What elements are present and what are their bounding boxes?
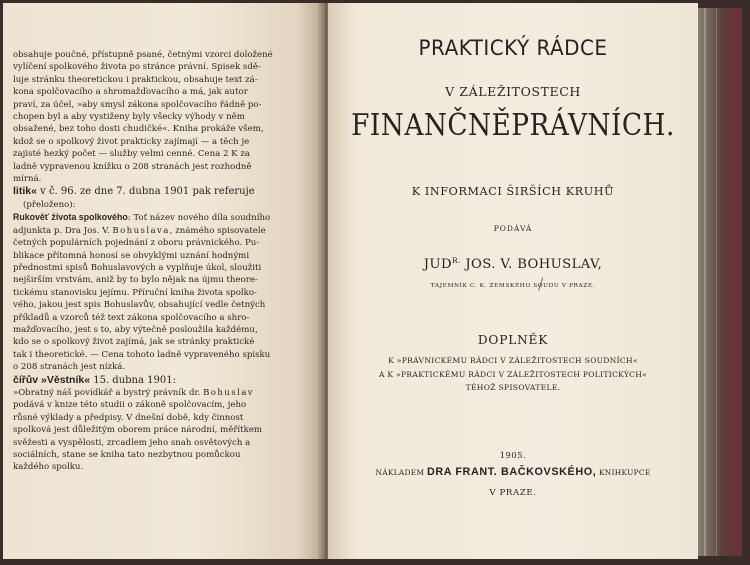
- supplement-ref-line-3: TÉHOŽ SPISOVATELE.: [465, 383, 561, 392]
- supplement-ref-line-1: K »PRÁVNICKÉMU RÁDCI V ZÁLEŽITOSTECH SOUDNÍCH«: [388, 356, 638, 365]
- text-line: zajisté hezký počet — služby velmi cenné. Cena 2 K za: [13, 149, 250, 160]
- publication-city: V PRAZE.: [489, 488, 537, 498]
- text-line: příkladů a vzorců též text zákona spolčovacího a shro-: [13, 312, 250, 323]
- review-paragraph-1: [13, 49, 309, 185]
- text-line: četných populárních pojednání z oboru právnického. Pu-: [13, 238, 260, 249]
- text-line: obsahuje poučné, přístupně psané, četnými vzorci doložené: [13, 50, 273, 60]
- title-line-1: PRAKTICKÝ RÁDCE: [418, 36, 608, 60]
- text-line: obsažené, bez toho dosti chudičké«. Kniha prokáže všem,: [13, 124, 264, 135]
- text-line: spolková jest důležitým oborem práce národní, měřítkem: [13, 425, 263, 436]
- text-line: mažďovacího, jest s to, aby výtečně posloužila každému,: [13, 324, 258, 335]
- text-line: kdo se o spolkový život zajímá, jak se stránky praktické: [13, 337, 255, 348]
- text-line: praví, za účel, »aby smysl zákona spolčovacího řádně po-: [13, 99, 262, 110]
- publication-year: 1905.: [499, 450, 527, 460]
- text-line: luje stránku theoretickou i praktickou, obsahuje text zá-: [13, 74, 258, 85]
- title-line-3: FINANČNĚPRÁVNÍCH.: [351, 108, 675, 143]
- text-line: každého spolku.: [13, 462, 84, 473]
- audience-note: K INFORMACI ŠIRŠÍCH KRUHŮ: [411, 185, 615, 198]
- supplement-ref-line-2: A K »PRAKTICKÉMU RÁDCI V ZÁLEŽITOSTECH POLITICKÝCH«: [378, 370, 648, 379]
- text-line: kdož se o spolkový život prakticky zajímají — a těch je: [13, 136, 250, 147]
- review-paragraph-3-line-1: »Obratný náš povídkář a bystrý právník dr. Bohuslav: [13, 387, 254, 398]
- book-cover-edge: [698, 8, 742, 556]
- text-line: kona spolčovacího a shromažďovacího a má, jak autor: [13, 87, 248, 98]
- publisher-line: NÁKLADEM DRA FRANT. BAČKOVSKÉHO, KNIHKUPCE: [375, 466, 651, 478]
- title-page: [328, 3, 698, 559]
- text-line: sociálních, stane se kniha tato nezbytnou pomůckou: [13, 450, 241, 460]
- text-line: svěžesti a vyspělosti, zrcadlem jeho snah osvětových a: [13, 437, 251, 448]
- translation-note: (přeloženo):: [23, 199, 76, 210]
- text-line: blikace přítomná honosí se obvyklými uznání hodnými: [13, 250, 250, 261]
- presented-by-label: PODÁVÁ: [493, 224, 533, 233]
- review-heading-2: čířův »Věstník« 15. dubna 1901:: [13, 373, 176, 386]
- review-paragraph-2: [13, 237, 309, 373]
- text-line: tak i theoretické. — Cena tohoto ladně vypraveného spisku: [13, 349, 271, 360]
- text-line: mírná.: [13, 174, 42, 185]
- supplement-heading: DOPLNĚK: [477, 333, 549, 347]
- left-page: [3, 3, 323, 559]
- text-line: o 208 stranách jest nízká.: [13, 362, 126, 373]
- review-heading-1: litik« v č. 96. ze dne 7. dubna 1901 pak referuje: [13, 185, 255, 198]
- author-role: TAJEMNÍK C. K. ZEMSKÉHO SOUDU V PRAZE.: [430, 283, 596, 289]
- text-line: tickému stanovisku jejímu. Příruční kniha života spolko-: [13, 287, 257, 298]
- text-line: chopen byl a aby vystiženy byly všecky výhody v něm: [13, 112, 245, 123]
- review-paragraph-2-line-1: Rukověť života spolkového: Toť název nového díla soudního: [13, 212, 271, 224]
- text-line: ladně vypravenou knížku o 208 stranách jest rozhodně: [13, 161, 252, 172]
- left-page-text: [13, 49, 309, 474]
- text-line: nejširším vrstvám, aniž by to bylo nějak na újmu theore-: [13, 275, 258, 286]
- text-line: vylíčení spolkového života po stránce právní. Spisek sdě-: [13, 62, 261, 73]
- title-line-2: V ZÁLEŽITOSTECH: [445, 84, 581, 99]
- text-line: růsné výklady a předpisy. V dnešní době, kdy činnost: [13, 412, 244, 423]
- review-paragraph-2-line-2: adjunkta p. Dra Jos. V. Bohuslava, známého spisovatele: [13, 225, 266, 236]
- author-name: $JUD^{R.}$ JOS. V. BOHUSLAV,: [423, 256, 603, 272]
- text-line: vého, jakou jest spis Bohuslavův, obsahující vedle četných: [13, 300, 266, 311]
- text-line: přednostmi spisů Bohuslavových a vyplňuje úkol, sloužiti: [13, 262, 262, 273]
- text-line: podává v knize této studii o zákoně spolčovacím, jeho: [13, 400, 247, 411]
- review-paragraph-3: [13, 399, 309, 473]
